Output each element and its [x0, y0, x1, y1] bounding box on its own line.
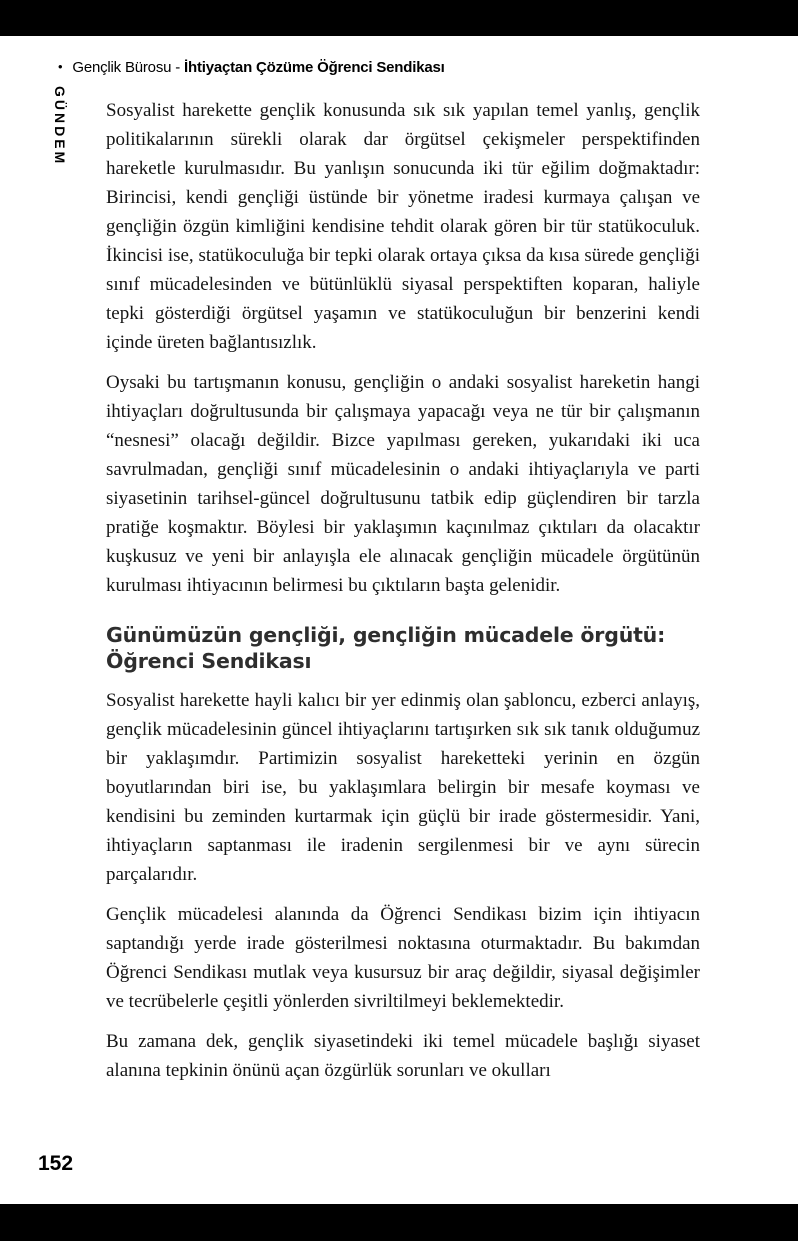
page-body — [106, 96, 700, 1096]
paragraph-5: Bu zamana dek, gençlik siyasetindeki iki temel mücadele başlığı siyaset alanına tepkinin önünü açan özgürlük sorunları ve okulları — [106, 1031, 700, 1081]
paragraph-1: Sosyalist harekette gençlik konusunda sık sık yapılan temel yanlış, gençlik politikalarının sürekli olarak dar örgütsel çekişmeler perspektifinden hareketle kurulmasıdır. Bu yanlışın sonucunda iki tür eğilim doğmaktadır: Birincisi, kendi gençliği üstünde bir yönetme iradesi kurmaya çalışan ve gençliğin özgün kimliğini kendisine tehdit olarak gören bir tür statükoculuk. İkincisi ise, statükoculuğa bir tepki olarak ortaya çıksa da kısa sürede gençliği sınıf mücadelesinden ve bütünlüklü siyasal perspektiften koparan, haliyle tepki gösterdiği örgütsel yaşamın ve statükoculuğun bir benzerini kendi içinde üreten bağlantısızlık. — [106, 100, 700, 353]
section-heading: Günümüzün gençliği, gençliğin mücadele örgütü: Öğrenci Sendikası — [106, 623, 666, 673]
header-chapter-title: İhtiyaçtan Çözüme Öğrenci Sendikası — [184, 59, 445, 76]
paragraph-4: Gençlik mücadelesi alanında da Öğrenci Sendikası bizim için ihtiyacın saptandığı yerde irade gösterilmesi noktasına oturmaktadır. Bu bakımdan Öğrenci Sendikası mutlak veya kusursuz bir araç değildir, siyasal değişimler ve tecrübelerle çeşitli yönlerden sivriltilmeyi beklemektedir. — [106, 904, 700, 1012]
header-bullet-icon: • — [58, 59, 63, 74]
section-label-vertical: GÜNDEM — [52, 86, 68, 167]
running-header — [58, 59, 718, 76]
paragraph-3: Sosyalist harekette hayli kalıcı bir yer edinmiş olan şabloncu, ezberci anlayış, gençlik mücadelesinin güncel ihtiyaçlarını tartışırken sık sık tanık olduğumuz bir yaklaşımdır. Partimizin sosyalist hareketteki yerinin en özgün boyutlarından biri ise, bu yaklaşımlara belirgin bir mesafe koyması ve kendisini bu zeminden kurtarmak için güçlü bir irade göstermesidir. Yani, ihtiyaçların saptanması ile iradenin sergilenmesi bir ve aynı sürecin parçalarıdır. — [106, 690, 700, 885]
paragraph-2: Oysaki bu tartışmanın konusu, gençliğin o andaki sosyalist hareketin hangi ihtiyaçları doğrultusunda bir çalışmaya yapacağı veya ne tür bir çalışmanın “nesnesi” olacağı değildir. Bizce yapılması gereken, yukarıdaki iki uca savrulmadan, gençliği sınıf mücadelesinin o andaki ihtiyaçlarıyla ve parti siyasetinin tarihsel-güncel doğrultusunu tatbik edip güçlendiren bir tarzla pratiğe koşmaktır. Böylesi bir yaklaşımın kaçınılmaz çıktıları da olacaktır kuşkusuz ve yeni bir anlayışla ele alınacak gençliğin mücadele örgütünün kurulması ihtiyacının belirmesi bu çıktıların başta gelenidir. — [106, 372, 700, 596]
header-series-label: Gençlik Bürosu - — [72, 59, 185, 76]
top-black-bar — [0, 0, 798, 36]
page-number: 152 — [38, 1152, 74, 1175]
bottom-black-bar — [0, 1204, 798, 1241]
